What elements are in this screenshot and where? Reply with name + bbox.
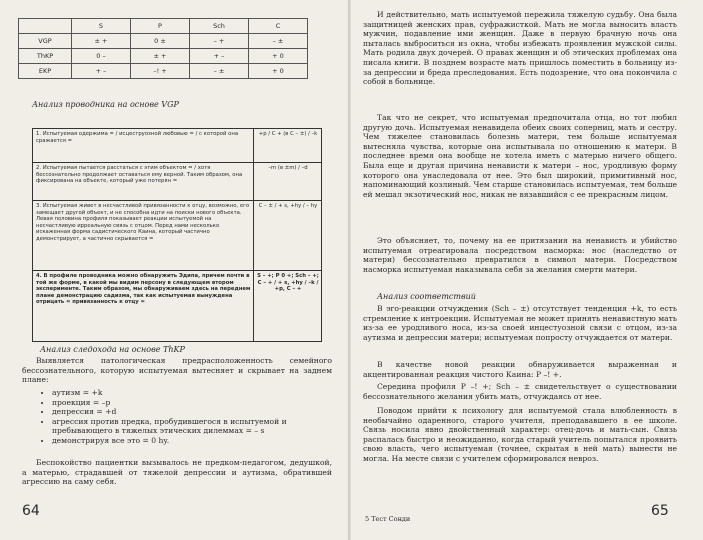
list-item: • проекция = –p (52, 398, 342, 408)
list-item: • агрессия против предка, пробудившегося в испытуемой и пребывающего в тяжелых этических дилеммах = – s (52, 417, 342, 436)
analysis-row (33, 163, 321, 201)
table-cell: – + (190, 34, 249, 49)
table-cell: + – (72, 64, 131, 79)
paragraph: Это объясняет, то, почему на ее притязания на ненависть и убийство испытуемая отреагировала посредством насморка: нос (наследство от матери) бессознательно превратился в символ матери. Посредством насморка испытуемая наказывала себя за желания смерти матери. (363, 236, 677, 274)
table-row-header: EKP (19, 64, 72, 79)
table-cell: ± + (72, 34, 131, 49)
analysis-text: 1. Испытуемая одержима = / исцеструозной любовью = / с которой она сражается = (36, 131, 239, 144)
paragraph: Середина профиля P –! +; Sch – ± свидетельствует о существовании бессознательного желания убить мать, отчуждаясь от нее. (363, 382, 677, 401)
paragraph: Беспокойство пациентки вызывалось не предком-педагогом, дедушкой, а матерью, страдавшей от тяжелой депрессии и аутизма, обратившей агрессию на саму себя. (22, 458, 332, 487)
table-cell: + – (190, 49, 249, 64)
table-cell (19, 19, 72, 34)
right-page (351, 0, 703, 540)
table-cell: ± + (131, 49, 190, 64)
table-cell: + 0 (249, 64, 308, 79)
table-header-cell: C (249, 19, 308, 34)
paragraph: В эго-реакции отчуждения (Sch – ±) отсутствует тенденция +k, то есть стремление к интроекции. Испытуемая не может принять ненавистную мать из-за ее уродливого носа, из-за своей инцестуозной связи с отцом, из-за аутизма и депрессии матери; испытуемая попросту отчуждается от матери. (363, 304, 677, 342)
analysis-box (32, 128, 322, 342)
analysis-text: 4. В профиле проводника можно обнаружить Эдипа, причем почти в той же форме, в какой мы видим персону в следующем втором эксперименте. Таким образом, мы обнаруживаем здесь на переднем плане демонстрацию садизма, так как испытуемая вынуждена отрицать = привязанность к отцу = (36, 273, 251, 306)
table-cell: + 0 (249, 49, 308, 64)
profile-table (18, 18, 308, 79)
list-item: • депрессия = +d (52, 407, 342, 417)
table-header-cell: Sch (190, 19, 249, 34)
analysis-value: C – ± / + s, +hy / – hy (258, 203, 318, 209)
paragraph: Выявляется патологическая предрасположенность семейного бессознательного, которую испытуемая вытесняет и скрывает на заднем плане: (22, 356, 332, 385)
table-cell: – ± (190, 64, 249, 79)
analysis-row (33, 201, 321, 271)
analysis-row (33, 271, 321, 340)
table-cell: 0 ± (131, 34, 190, 49)
table-row (19, 49, 308, 64)
analysis-value: +p / C + (в C – ±) / –k (258, 131, 318, 137)
table-cell: – ± (249, 34, 308, 49)
section-caption: Анализ следохода на основе ThKP (40, 345, 185, 354)
paragraph: Поводом прийти к психологу для испытуемой стала влюбленность в необычайно одаренного, старого учителя, преподававшего в ее школе. Связь носила явно двойственный характер: отец-дочь и мать-сын. Связь распалась быстро и неожиданно, когда старый учитель попытался проявить свою власть, чего испытуемая (точнее, скрытая в ней мать) вынести не могла. На месте связи с учителем сформировался невроз. (363, 406, 677, 463)
page-number: 65 (651, 503, 669, 519)
page-number: 64 (22, 503, 40, 519)
paragraph: Так что не секрет, что испытуемая предпочитала отца, но тот любил другую дочь. Испытуемая ненавидела обеих своих соперниц, мать и сестру. Чем тяжелее становилась болезнь матери, тем больше испытуемая вытесняла чувства, которые она испытывала по отношению к матери. В последнее время она вообще не хотела иметь с матерью ничего общего. Была еще и другая причина ненависти к матери – нос, уродливую форму которого она унаследовала от нее. Это был широкий, примитивный нос, напоминающий козлиный. Чем старше становилась испытуемая, тем больше ей мешал экзотический нос, никак не вязавшийся с ее прекрасным лицом. (363, 113, 677, 199)
table-cell: –! + (131, 64, 190, 79)
analysis-row (33, 129, 321, 163)
table-row-header: VGP (19, 34, 72, 49)
table-cell: 0 – (72, 49, 131, 64)
section-caption: Анализ соответствий (377, 292, 476, 301)
table-header-row (19, 19, 308, 34)
running-footer: 5 Тест Сонди (365, 515, 411, 523)
section-caption: Анализ проводника на основе VGP (32, 100, 179, 109)
analysis-text: 2. Испытуемая пытается расстаться с этим объектом = / хотя бессознательно продолжает оставаться ему верной. Таким образом, она фиксирована на объекте, который уже потерян = (36, 165, 243, 185)
analysis-text: 3. Испытуемая живет в несчастливой привязанности к отцу, возможно, его замещает другой объект, и не способна идти на поиски нового объекта. Левая половина профиля показывает реакции испытуемой на несчастливую ирреальную связь с отцом. Перед нами несколько искаженная форма садистического Каина, который частично демонстрирует, а частично скрывается = (36, 203, 250, 242)
table-row (19, 64, 308, 79)
left-page (0, 0, 350, 540)
table-row (19, 34, 308, 49)
paragraph: В качестве новой реакции обнаруживается выраженная и акцентированная реакция чистого Каина: P –! +. (363, 360, 677, 379)
table-row-header: ThKP (19, 49, 72, 64)
analysis-value: S – +; P 0 +; Sch – +; C – + / + s, +hy / –k / +p, C – + (257, 273, 319, 293)
table-header-cell: P (131, 19, 190, 34)
list-item: • аутизм = +k (52, 388, 342, 398)
bullet-list (40, 388, 342, 446)
analysis-value: –m (в ±m) / –d (268, 165, 308, 171)
table-header-cell: S (72, 19, 131, 34)
paragraph: И действительно, мать испытуемой пережила тяжелую судьбу. Она была защитницей женских прав, суфражисткой. Мать не могла выносить власть мужчин, подавление ими женщин. Даже в первую брачную ночь она пыталась выброситься из окна, чтобы избежать проявления мужской силы. Мать родила двух дочерей. О правах женщин и об этических проблемах она писала книги. В позднем возрасте мать пришлось поместить в больницу из-за депрессии и бреда преследования. Есть подозрение, что она покончила с собой в больнице. (363, 10, 677, 87)
list-item: • демонстрируя все это = 0 hy. (52, 436, 342, 446)
